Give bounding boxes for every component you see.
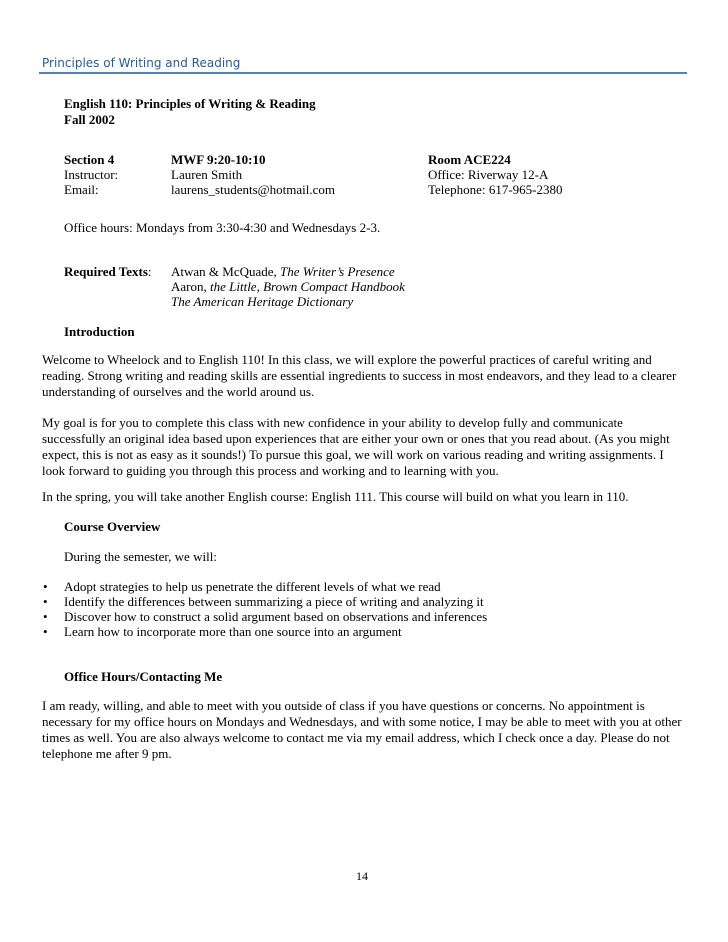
required-texts-label xyxy=(64,264,152,279)
course-title: English 110: Principles of Writing & Reading xyxy=(64,96,316,111)
introduction-paragraph-1: Welcome to Wheelock and to English 110! In this class, we will explore the powerful practices of careful writing and reading. Strong writing and reading skills are essential ingredients to success in most endeavors, and they lead to a clearer understanding of ourselves and the world around us. xyxy=(42,352,677,399)
bullet-icon: • xyxy=(43,594,48,609)
required-texts-label-text: Required Texts xyxy=(64,264,148,279)
room: Room ACE224 xyxy=(428,152,511,167)
section-number: Section 4 xyxy=(64,152,115,167)
bullet-icon: • xyxy=(43,624,48,639)
list-item: Discover how to construct a solid argument based on observations and inferences xyxy=(64,609,488,624)
contact-heading: Office Hours/Contacting Me xyxy=(64,669,223,684)
introduction-paragraph-2: My goal is for you to complete this class with new confidence in your ability to develop fully and communicate successfully an original idea based upon experiences that are either your own or ones that you read about. (As you might expect, this is not as easy as it sounds!) To pursue this goal, we will work on various reading and writing assignments. I look forward to guiding you through this process and working and to learning with you. xyxy=(42,415,670,478)
bullet-icon: • xyxy=(43,609,48,624)
required-text-2-author: Aaron, xyxy=(171,279,210,294)
telephone: Telephone: 617-965-2380 xyxy=(428,182,563,197)
required-text-3 xyxy=(171,294,353,309)
required-text-3-title: The American Heritage Dictionary xyxy=(171,294,354,309)
class-time: MWF 9:20-10:10 xyxy=(171,152,266,167)
email-address: laurens_students@hotmail.com xyxy=(171,182,335,197)
running-header: Principles of Writing and Reading xyxy=(42,56,241,70)
introduction-paragraph-3: In the spring, you will take another English course: English 111. This course will build on what you learn in 110. xyxy=(42,489,629,504)
instructor-name: Lauren Smith xyxy=(171,167,243,182)
bullet-icon: • xyxy=(43,579,48,594)
introduction-heading: Introduction xyxy=(64,324,135,339)
header-rule xyxy=(39,72,687,74)
list-item: Adopt strategies to help us penetrate the different levels of what we read xyxy=(64,579,441,594)
required-text-1 xyxy=(171,264,395,279)
page-number: 14 xyxy=(356,869,368,883)
required-texts-colon: : xyxy=(147,264,152,279)
contact-paragraph: I am ready, willing, and able to meet with you outside of class if you have questions or concerns. No appointment is necessary for my office hours on Mondays and Wednesdays, and with some notice, I may be able to meet with you at other times as well. You are also always welcome to contact me via my email address, which I check once a day. Please do not telephone me after 9 pm. xyxy=(42,698,682,761)
office-location: Office: Riverway 12-A xyxy=(428,167,549,182)
course-term: Fall 2002 xyxy=(64,112,115,127)
list-item: Identify the differences between summarizing a piece of writing and analyzing it xyxy=(64,594,484,609)
list-item: Learn how to incorporate more than one source into an argument xyxy=(64,624,402,639)
required-text-2-title: the Little, Brown Compact Handbook xyxy=(210,279,405,294)
office-hours: Office hours: Mondays from 3:30-4:30 and Wednesdays 2-3. xyxy=(64,220,381,235)
instructor-label: Instructor: xyxy=(64,167,119,182)
email-label: Email: xyxy=(64,182,99,197)
required-text-2 xyxy=(171,279,405,294)
course-overview-lead: During the semester, we will: xyxy=(64,549,217,564)
course-overview-heading: Course Overview xyxy=(64,519,161,534)
required-text-1-title: The Writer’s Presence xyxy=(280,264,395,279)
required-text-1-author: Atwan & McQuade, xyxy=(171,264,281,279)
